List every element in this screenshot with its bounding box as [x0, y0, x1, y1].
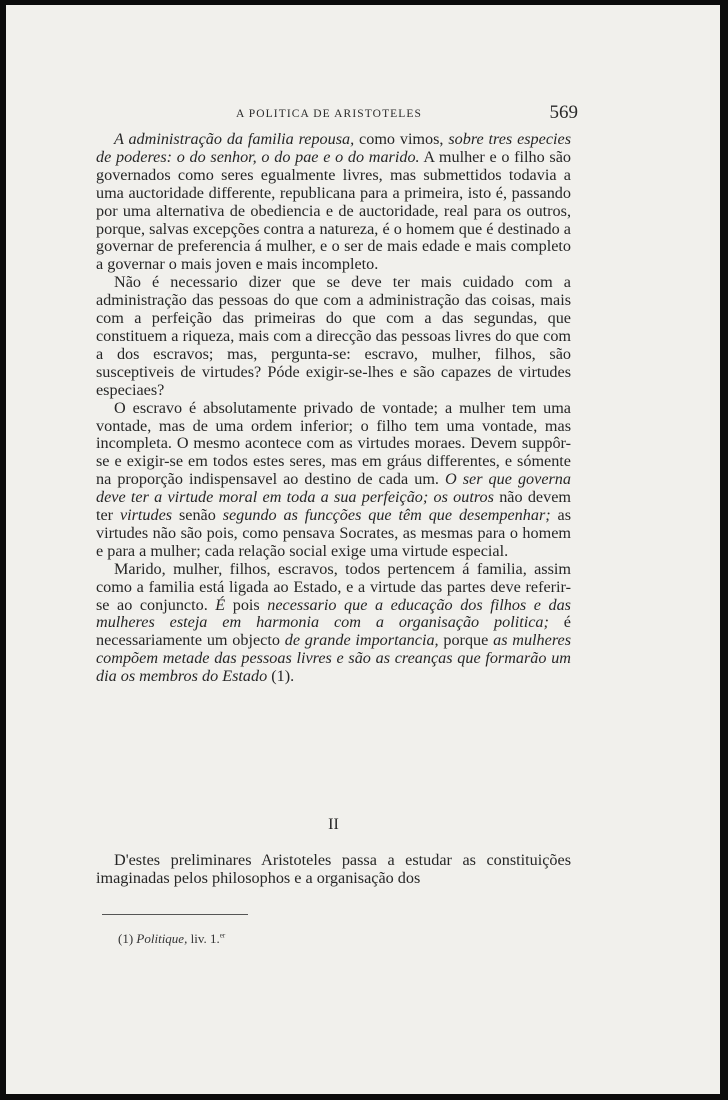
paragraph: Não é necessario dizer que se deve ter mais cuidado com a administração das pessoas do que com a administração das coisas, mais com a perfeição das primeiras do que com a das segundas, que constituem a riqueza, mais com a direcção das pessoas livres do que com a dos escravos; mas, pergunta-se: escravo, mulher, filhos, são susceptiveis de virtudes? Póde exigir-se-lhes e são capazes de virtudes especiaes? [96, 273, 571, 399]
footnote-number: (1) [118, 931, 134, 946]
main-text [96, 131, 571, 686]
footnote-sup: er [219, 931, 226, 940]
section-text [96, 852, 571, 888]
page-number: 569 [549, 102, 578, 123]
paragraph: A administração da familia repousa, como vimos, sobre tres especies de poderes: o do senhor, o do pae e o do marido. A mulher e o filho são governados como seres egualmente livres, mas submettidos todavia a uma auctoridade differente, republicana para a primeira, isto é, passando por uma alternativa de obediencia e de auctoridade, real para os outros, porque, salvas excepções contra a natureza, é o homem que é destinado a governar de preferencia á mulher, e o ser de mais edade e mais completo a governar o mais joven e mais incompleto. [96, 130, 572, 274]
running-title: A POLITICA DE ARISTOTELES [236, 108, 423, 120]
footnote-work: Politique, [136, 931, 188, 946]
footnote-ref: liv. 1. [190, 931, 220, 946]
footnote [118, 931, 225, 947]
footnote-divider [102, 914, 248, 915]
page-header [106, 102, 578, 128]
paragraph: Marido, mulher, filhos, escravos, todos pertencem á familia, assim como a familia está ligada ao Estado, e a virtude das partes deve referir-se ao conjuncto. É pois necessario que a educação dos filhos e das mulheres esteja em harmonia com a organisação politica; é necessariamente um objecto de grande importancia, porque as mulheres compõem metade das pessoas livres e são as creanças que formarão um dia os membros do Estado (1). [96, 559, 572, 686]
paragraph: D'estes preliminares Aristoteles passa a estudar as constituições imaginadas pelos philosophos e a organisação dos [96, 851, 571, 887]
section-heading: II [328, 816, 339, 833]
paragraph: O escravo é absolutamente privado de vontade; a mulher tem uma vontade, mas de uma ordem inferior; o filho tem uma vontade, mas incompleta. O mesmo acontece com as virtudes moraes. Devem suppôr-se e exigir-se em todos estes seres, mas em gráus differentes, e sómente na proporção indispensavel ao destino de cada um. O ser que governa deve ter a virtude moral em toda a sua perfeição; os outros não devem ter virtudes senão segundo as funcções que têm que desempenhar; as virtudes não são pois, como pensava Socrates, as mesmas para o homem e para a mulher; cada relação social exige uma virtude especial. [96, 398, 572, 560]
